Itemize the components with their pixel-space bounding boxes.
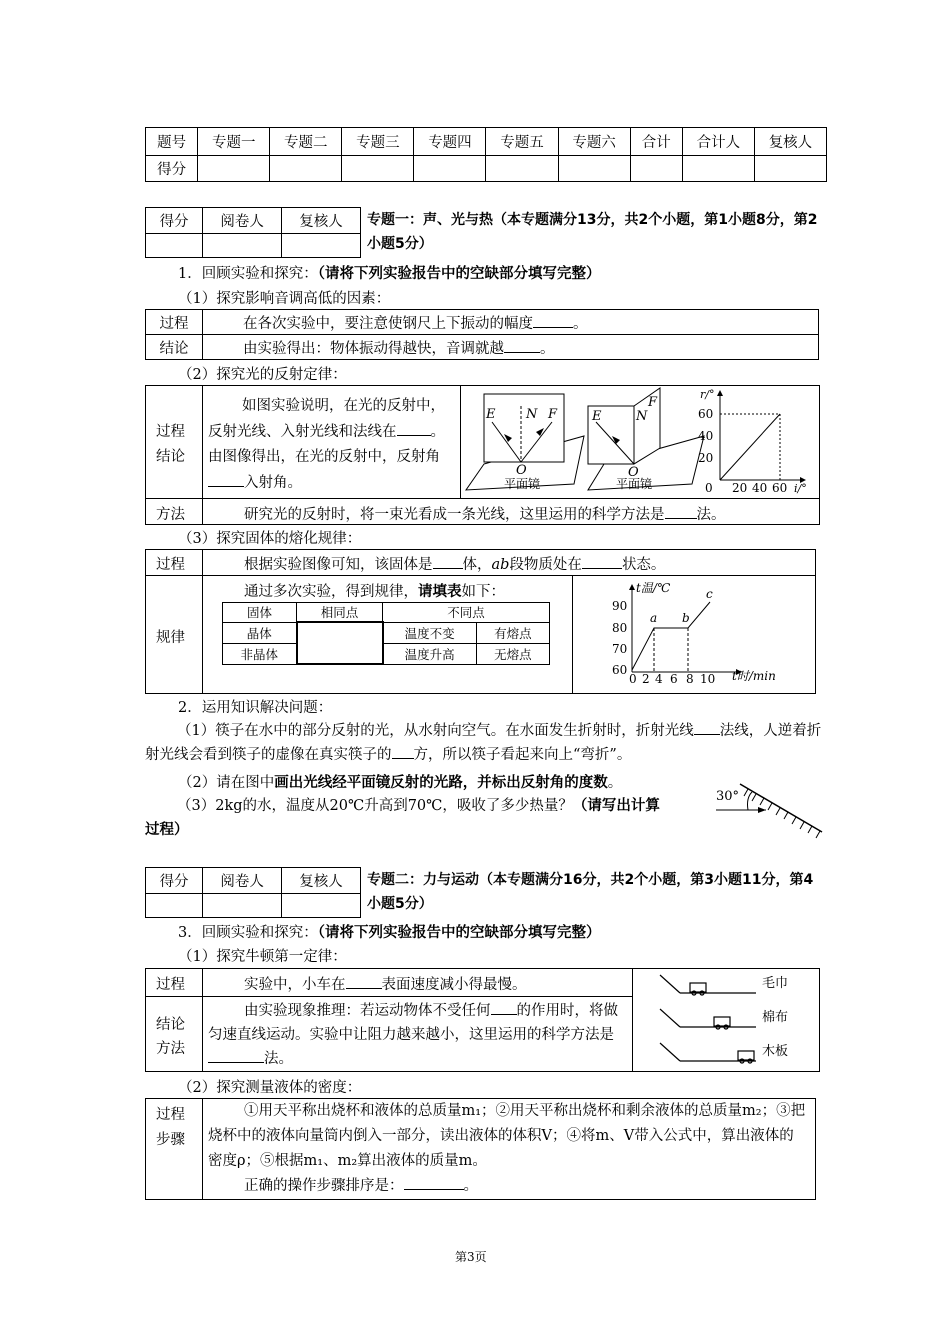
score-header: 题号 xyxy=(146,128,198,156)
fig-label: F xyxy=(648,395,658,410)
inner-cell: 非晶体 xyxy=(223,643,297,664)
reflection-box xyxy=(145,385,820,525)
fig-label: O xyxy=(516,463,527,478)
score-header: 专题一 xyxy=(198,128,270,156)
graph-tick: 10 xyxy=(700,672,716,686)
inner-header: 相同点 xyxy=(297,603,383,623)
grader-box-2 xyxy=(145,867,361,918)
score-header: 专题三 xyxy=(342,128,414,156)
row-label: 过程 步骤 xyxy=(156,1107,185,1148)
q2-3: （3）2kg的水，温度从20℃升高到70℃，吸收了多少热量？（请写出计算 过程） xyxy=(145,798,660,838)
topic1-title: 专题一：声、光与热（本专题满分13分，共2个小题，第1小题8分，第2小题5分） xyxy=(367,212,818,252)
fill-in-cell[interactable] xyxy=(297,622,383,664)
p1-title: （1）探究影响音调高低的因素： xyxy=(178,291,391,307)
grader-box-1 xyxy=(145,207,361,258)
grader-reviewer: 复核人 xyxy=(282,208,361,234)
score-row-label: 得分 xyxy=(146,156,198,182)
row-label: 过程 xyxy=(146,310,203,335)
score-header: 合计人 xyxy=(682,128,754,156)
grader-score: 得分 xyxy=(146,208,203,234)
reflection-text: 如图实验说明，在光的反射中，反射光线、入射光线和法线在 。由图像得出，在光的反射中，反射角入射角。 xyxy=(208,398,445,491)
answer-blank[interactable] xyxy=(694,720,720,735)
score-cell[interactable] xyxy=(558,156,630,182)
melting-inner-table xyxy=(222,602,550,665)
melting-graph xyxy=(586,580,806,690)
fig-label: O xyxy=(628,465,639,480)
row-label: 结论 xyxy=(146,335,203,360)
newton-process: 实验中，小车在 表面速度减小得最慢。 xyxy=(244,973,527,994)
graph-tick: 70 xyxy=(612,642,628,656)
answer-blank[interactable] xyxy=(392,744,414,759)
graph-tick: 20 xyxy=(732,481,748,495)
density-box xyxy=(145,1098,816,1200)
score-cell[interactable] xyxy=(414,156,486,182)
inner-cell: 有熔点 xyxy=(476,622,549,643)
inner-header: 固体 xyxy=(223,603,297,623)
score-header: 专题六 xyxy=(558,128,630,156)
pitch-process: 在各次实验中，要注意使钢尺上下振动的幅度 。 xyxy=(203,310,819,335)
graph-tick: 60 xyxy=(612,663,628,677)
surfaces-figure xyxy=(638,969,814,1071)
score-table xyxy=(145,127,827,182)
graph-axis-label: i/° xyxy=(794,482,807,495)
q2-1: （1）筷子在水中的部分反射的光，从水射向空气。在水面发生折射时，折射光线 法线，人逆着折射光线会看到筷子的虚像在真实筷子的 方，所以筷子看起来向上“弯折”。 xyxy=(145,719,825,767)
newton-conclusion: 由实验现象推理：若运动物体不受任何 的作用时，将做匀速直线运动。实验中让阻力越来越小，这里运用的科学方法是法。 xyxy=(208,999,626,1071)
answer-blank[interactable] xyxy=(208,472,244,487)
page-number: 第3页 xyxy=(455,1250,487,1264)
q2-2: （2）请在图中画出光线经平面镜反射的光路，并标出反射角的度数。 xyxy=(178,775,623,791)
answer-blank[interactable] xyxy=(504,338,540,353)
melting-box xyxy=(145,549,816,694)
answer-blank[interactable] xyxy=(346,974,382,989)
score-cell[interactable] xyxy=(630,156,682,182)
mirror-label: 平面镜 xyxy=(616,477,653,491)
row-label: 过程 xyxy=(156,977,185,993)
inner-cell: 无熔点 xyxy=(476,643,549,664)
answer-blank[interactable] xyxy=(208,1048,264,1063)
grader-reviewer: 复核人 xyxy=(282,868,361,894)
method-text: 研究光的反射时，将一束光看成一条光线，这里运用的科学方法是 法。 xyxy=(244,503,726,524)
graph-tick: 0 xyxy=(629,672,637,686)
p3-title: （3）探究固体的熔化规律： xyxy=(178,531,362,547)
score-cell[interactable] xyxy=(342,156,414,182)
score-header: 专题五 xyxy=(486,128,558,156)
inner-cell: 温度升高 xyxy=(383,643,477,664)
graph-axis-label: r/° xyxy=(700,388,715,401)
score-cell[interactable] xyxy=(682,156,754,182)
grader-score: 得分 xyxy=(146,868,203,894)
inner-cell: 晶体 xyxy=(223,622,297,643)
graph-point: b xyxy=(682,611,690,625)
graph-tick: 60 xyxy=(772,481,788,495)
pitch-conclusion: 由实验得出：物体振动得越快，音调就越 。 xyxy=(203,335,819,360)
answer-blank[interactable] xyxy=(491,1000,517,1015)
graph-point: c xyxy=(706,587,713,601)
topic2-title: 专题二：力与运动（本专题满分16分，共2个小题，第3小题11分，第4小题5分） xyxy=(367,872,814,912)
melting-rule: 通过多次实验，得到规律，请填表如下： xyxy=(244,584,505,600)
row-label: 结论 方法 xyxy=(156,1017,185,1057)
graph-tick: 40 xyxy=(752,481,768,495)
score-header: 专题二 xyxy=(270,128,342,156)
pitch-table xyxy=(145,309,819,360)
newton-title: （1）探究牛顿第一定律： xyxy=(178,949,347,965)
inner-cell: 温度不变 xyxy=(383,622,477,643)
answer-blank[interactable] xyxy=(433,554,463,569)
reflection-figure xyxy=(464,386,816,498)
density-title: （2）探究测量液体的密度： xyxy=(178,1080,362,1096)
fig-label: F xyxy=(548,407,558,422)
q3-intro: 3．回顾实验和探究：（请将下列实验报告中的空缺部分填写完整） xyxy=(178,925,601,941)
graph-axis-label: t温/℃ xyxy=(636,581,671,595)
row-label: 过程 xyxy=(156,557,185,573)
graph-tick: 2 xyxy=(642,672,650,686)
score-header: 合计 xyxy=(630,128,682,156)
inner-header: 不同点 xyxy=(383,603,550,623)
answer-blank[interactable] xyxy=(533,313,573,328)
q1-intro: 1．回顾实验和探究：（请将下列实验报告中的空缺部分填写完整） xyxy=(178,266,601,282)
q2-intro: 2．运用知识解决问题： xyxy=(178,700,333,716)
fig-label: E xyxy=(592,409,602,424)
surface-label: 棉布 xyxy=(762,1010,789,1025)
graph-axis-label: t时/min xyxy=(732,669,776,683)
answer-blank[interactable] xyxy=(582,554,622,569)
fig-label: N xyxy=(526,407,538,422)
answer-blank[interactable] xyxy=(397,421,431,436)
graph-tick: 20 xyxy=(698,451,714,465)
row-label: 过程 结论 xyxy=(156,424,185,465)
score-cell[interactable] xyxy=(198,156,270,182)
graph-tick: 80 xyxy=(612,621,628,635)
newton-box xyxy=(145,968,820,1072)
graph-point: a xyxy=(650,611,658,625)
row-label: 方法 xyxy=(156,507,185,523)
row-label: 规律 xyxy=(156,630,185,646)
grader-reader: 阅卷人 xyxy=(203,208,282,234)
graph-tick: 6 xyxy=(670,672,678,686)
graph-tick: 8 xyxy=(686,672,694,686)
graph-tick: 40 xyxy=(698,429,714,443)
score-header: 复核人 xyxy=(754,128,826,156)
surface-label: 毛巾 xyxy=(762,976,789,991)
density-steps: ①用天平称出烧杯和液体的总质量m₁；②用天平称出烧杯和剩余液体的总质量m₂；③把烧杯中的液体向量筒内倒入一部分，读出液体的体积V；④将m、V带入公式中，算出液体的密度ρ；⑤根据m₁、m₂算出液体的质量m。 正确的操作步骤排序是： 。 xyxy=(208,1103,806,1194)
score-cell[interactable] xyxy=(270,156,342,182)
surface-label: 木板 xyxy=(762,1044,789,1059)
grader-reader: 阅卷人 xyxy=(203,868,282,894)
p2-title: （2）探究光的反射定律： xyxy=(178,367,347,383)
melting-process: 根据实验图像可知，该固体是 体，ab段物质处在 状态。 xyxy=(244,553,665,574)
score-cell[interactable] xyxy=(754,156,826,182)
answer-blank[interactable] xyxy=(404,1175,464,1190)
score-cell[interactable] xyxy=(486,156,558,182)
graph-tick: 0 xyxy=(705,481,713,495)
graph-tick: 4 xyxy=(655,672,663,686)
graph-tick: 60 xyxy=(698,407,714,421)
fig-label: E xyxy=(486,407,496,422)
answer-blank[interactable] xyxy=(665,504,697,519)
graph-tick: 90 xyxy=(612,599,628,613)
mirror-label: 平面镜 xyxy=(504,477,541,491)
score-header: 专题四 xyxy=(414,128,486,156)
angle-label: 30° xyxy=(716,789,740,804)
mirror-figure xyxy=(712,776,826,840)
fig-label: N xyxy=(636,409,648,424)
